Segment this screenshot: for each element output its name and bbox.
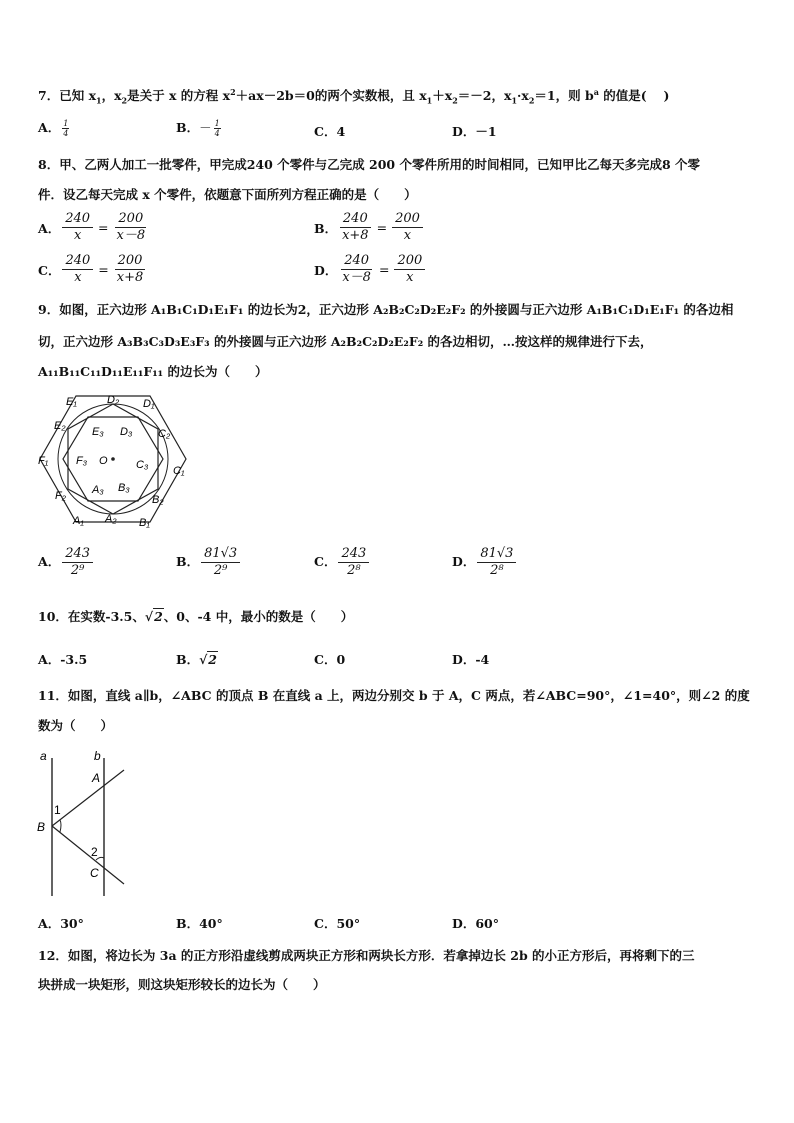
center-point-o [111, 457, 115, 461]
q9-option-a: A． $\frac{243}{\text{2⁹}}$ [38, 546, 95, 579]
q8-option-b: B． $\frac{240}{x+8}$ = $\frac{200}{x}$ [314, 211, 425, 244]
angle-1-arc [60, 820, 61, 832]
label-b1: B₁ [139, 517, 150, 529]
label-e1: E₁ [66, 396, 77, 408]
q9-stem-line2: 切，正六边形 A₃B₃C₃D₃E₃F₃ 的外接圆与正六边形 A₂B₂C₂D₂E₂F₂ 的各边相切，…按这样的规律进行下去， [38, 334, 653, 349]
q9-option-c: C． $\frac{243}{\text{2⁸}}$ [314, 546, 371, 579]
label-b3: B₃ [118, 482, 130, 494]
label-a2: A₂ [105, 513, 117, 525]
label-point-a: A [92, 771, 101, 785]
q7-stem: 7．已知 $x_1$，$x_2$是关于 x 的方程 $x^2+ax-2b=0$的两个实数根，且 $x_1+x_2=-2$，$x_1\cdot x_2=1$，则 $b^a$ 的值是( ) [38, 87, 670, 106]
q7-option-c: C．4 [314, 124, 346, 139]
q12-stem-line2: 块拼成一块矩形，则这块矩形较长的边长为（ ） [38, 977, 326, 992]
label-e2: E₂ [54, 420, 66, 432]
ray-ba [52, 770, 124, 826]
ray-bc [52, 826, 124, 884]
label-c3: C₃ [136, 459, 149, 471]
label-c2: C₂ [158, 428, 171, 440]
parallel-lines-figure [34, 746, 130, 898]
q8-option-c: C． $\frac{240}{x}$ = $\frac{200}{x+8}$ [38, 253, 148, 286]
label-a3: A₃ [92, 484, 104, 496]
label-angle-1: 1 [54, 803, 61, 817]
hexagon-figure [38, 388, 188, 530]
label-point-b: B [37, 820, 46, 834]
label-b2: B₂ [152, 494, 164, 506]
q9-stem-line1: 9．如图，正六边形 A₁B₁C₁D₁E₁F₁ 的边长为2，正六边形 A₂B₂C₂D₂E₂F₂ 的外接圆与正六边形 A₁B₁C₁D₁E₁F₁ 的各边相 [38, 302, 734, 317]
q11-stem-line1: 11．如图，直线 a∥b，∠ABC 的顶点 B 在直线 a 上，两边分别交 b 于 A，C 两点，若∠ABC=90°，∠1=40°，则∠2 的度 [38, 688, 750, 703]
q10-option-d: D．-4 [452, 652, 490, 667]
label-f2: F₂ [55, 490, 66, 502]
label-c1: C₁ [173, 465, 185, 477]
label-point-c: C [90, 866, 99, 880]
q7-option-a: A． $\frac{1}{4}$ [38, 119, 69, 138]
q11-option-a: A．30° [38, 916, 84, 931]
q11-option-d: D．60° [452, 916, 499, 931]
q10-option-b: B．√2 [176, 652, 217, 667]
q10-option-c: C．0 [314, 652, 346, 667]
q11-option-b: B．40° [176, 916, 223, 931]
label-d1: D₁ [143, 398, 155, 410]
q11-option-c: C．50° [314, 916, 361, 931]
q10-stem: 10．在实数-3.5、√2、0、-4 中，最小的数是（ ） [38, 609, 354, 624]
label-f1: F₁ [38, 455, 49, 467]
q9-option-d: D． $\frac{81√3}{\text{2⁸}}$ [452, 546, 518, 579]
q8-option-d: D． $\frac{240}{x-8}$ = $\frac{200}{x}$ [314, 253, 427, 286]
q11-stem-line2: 数为（ ） [38, 718, 114, 733]
q7-option-d: D．－1 [452, 124, 497, 139]
label-o: O [99, 455, 108, 467]
label-d3: D₃ [120, 426, 133, 438]
q9-option-b: B． $\frac{81√3}{\text{2⁹}}$ [176, 546, 242, 579]
label-d2: D₂ [107, 394, 120, 406]
q8-option-a: A． $\frac{240}{x}$ = $\frac{200}{x-8}$ [38, 211, 146, 243]
q7-option-b: B．－ $\frac{1}{4}$ [176, 119, 220, 138]
q12-stem-line1: 12．如图，将边长为 3a 的正方形沿虚线剪成两块正方形和两块长方形．若拿掉边长 2b 的小正方形后，再将剩下的三 [38, 948, 695, 963]
label-a1: A₁ [73, 515, 84, 527]
label-line-a: a [40, 749, 47, 763]
label-f3: F₃ [76, 455, 88, 467]
q8-stem-line1: 8．甲、乙两人加工一批零件，甲完成240 个零件与乙完成 200 个零件所用的时间相同，已知甲比乙每天多完成8 个零 [38, 157, 700, 172]
label-line-b: b [94, 749, 101, 763]
q9-stem-line3: A₁₁B₁₁C₁₁D₁₁E₁₁F₁₁ 的边长为（ ） [38, 364, 268, 379]
label-e3: E₃ [92, 426, 104, 438]
label-angle-2: 2 [91, 845, 98, 859]
q8-stem-line2: 件．设乙每天完成 x 个零件，依题意下面所列方程正确的是（ ） [38, 187, 417, 202]
q10-option-a: A．-3.5 [38, 652, 88, 667]
